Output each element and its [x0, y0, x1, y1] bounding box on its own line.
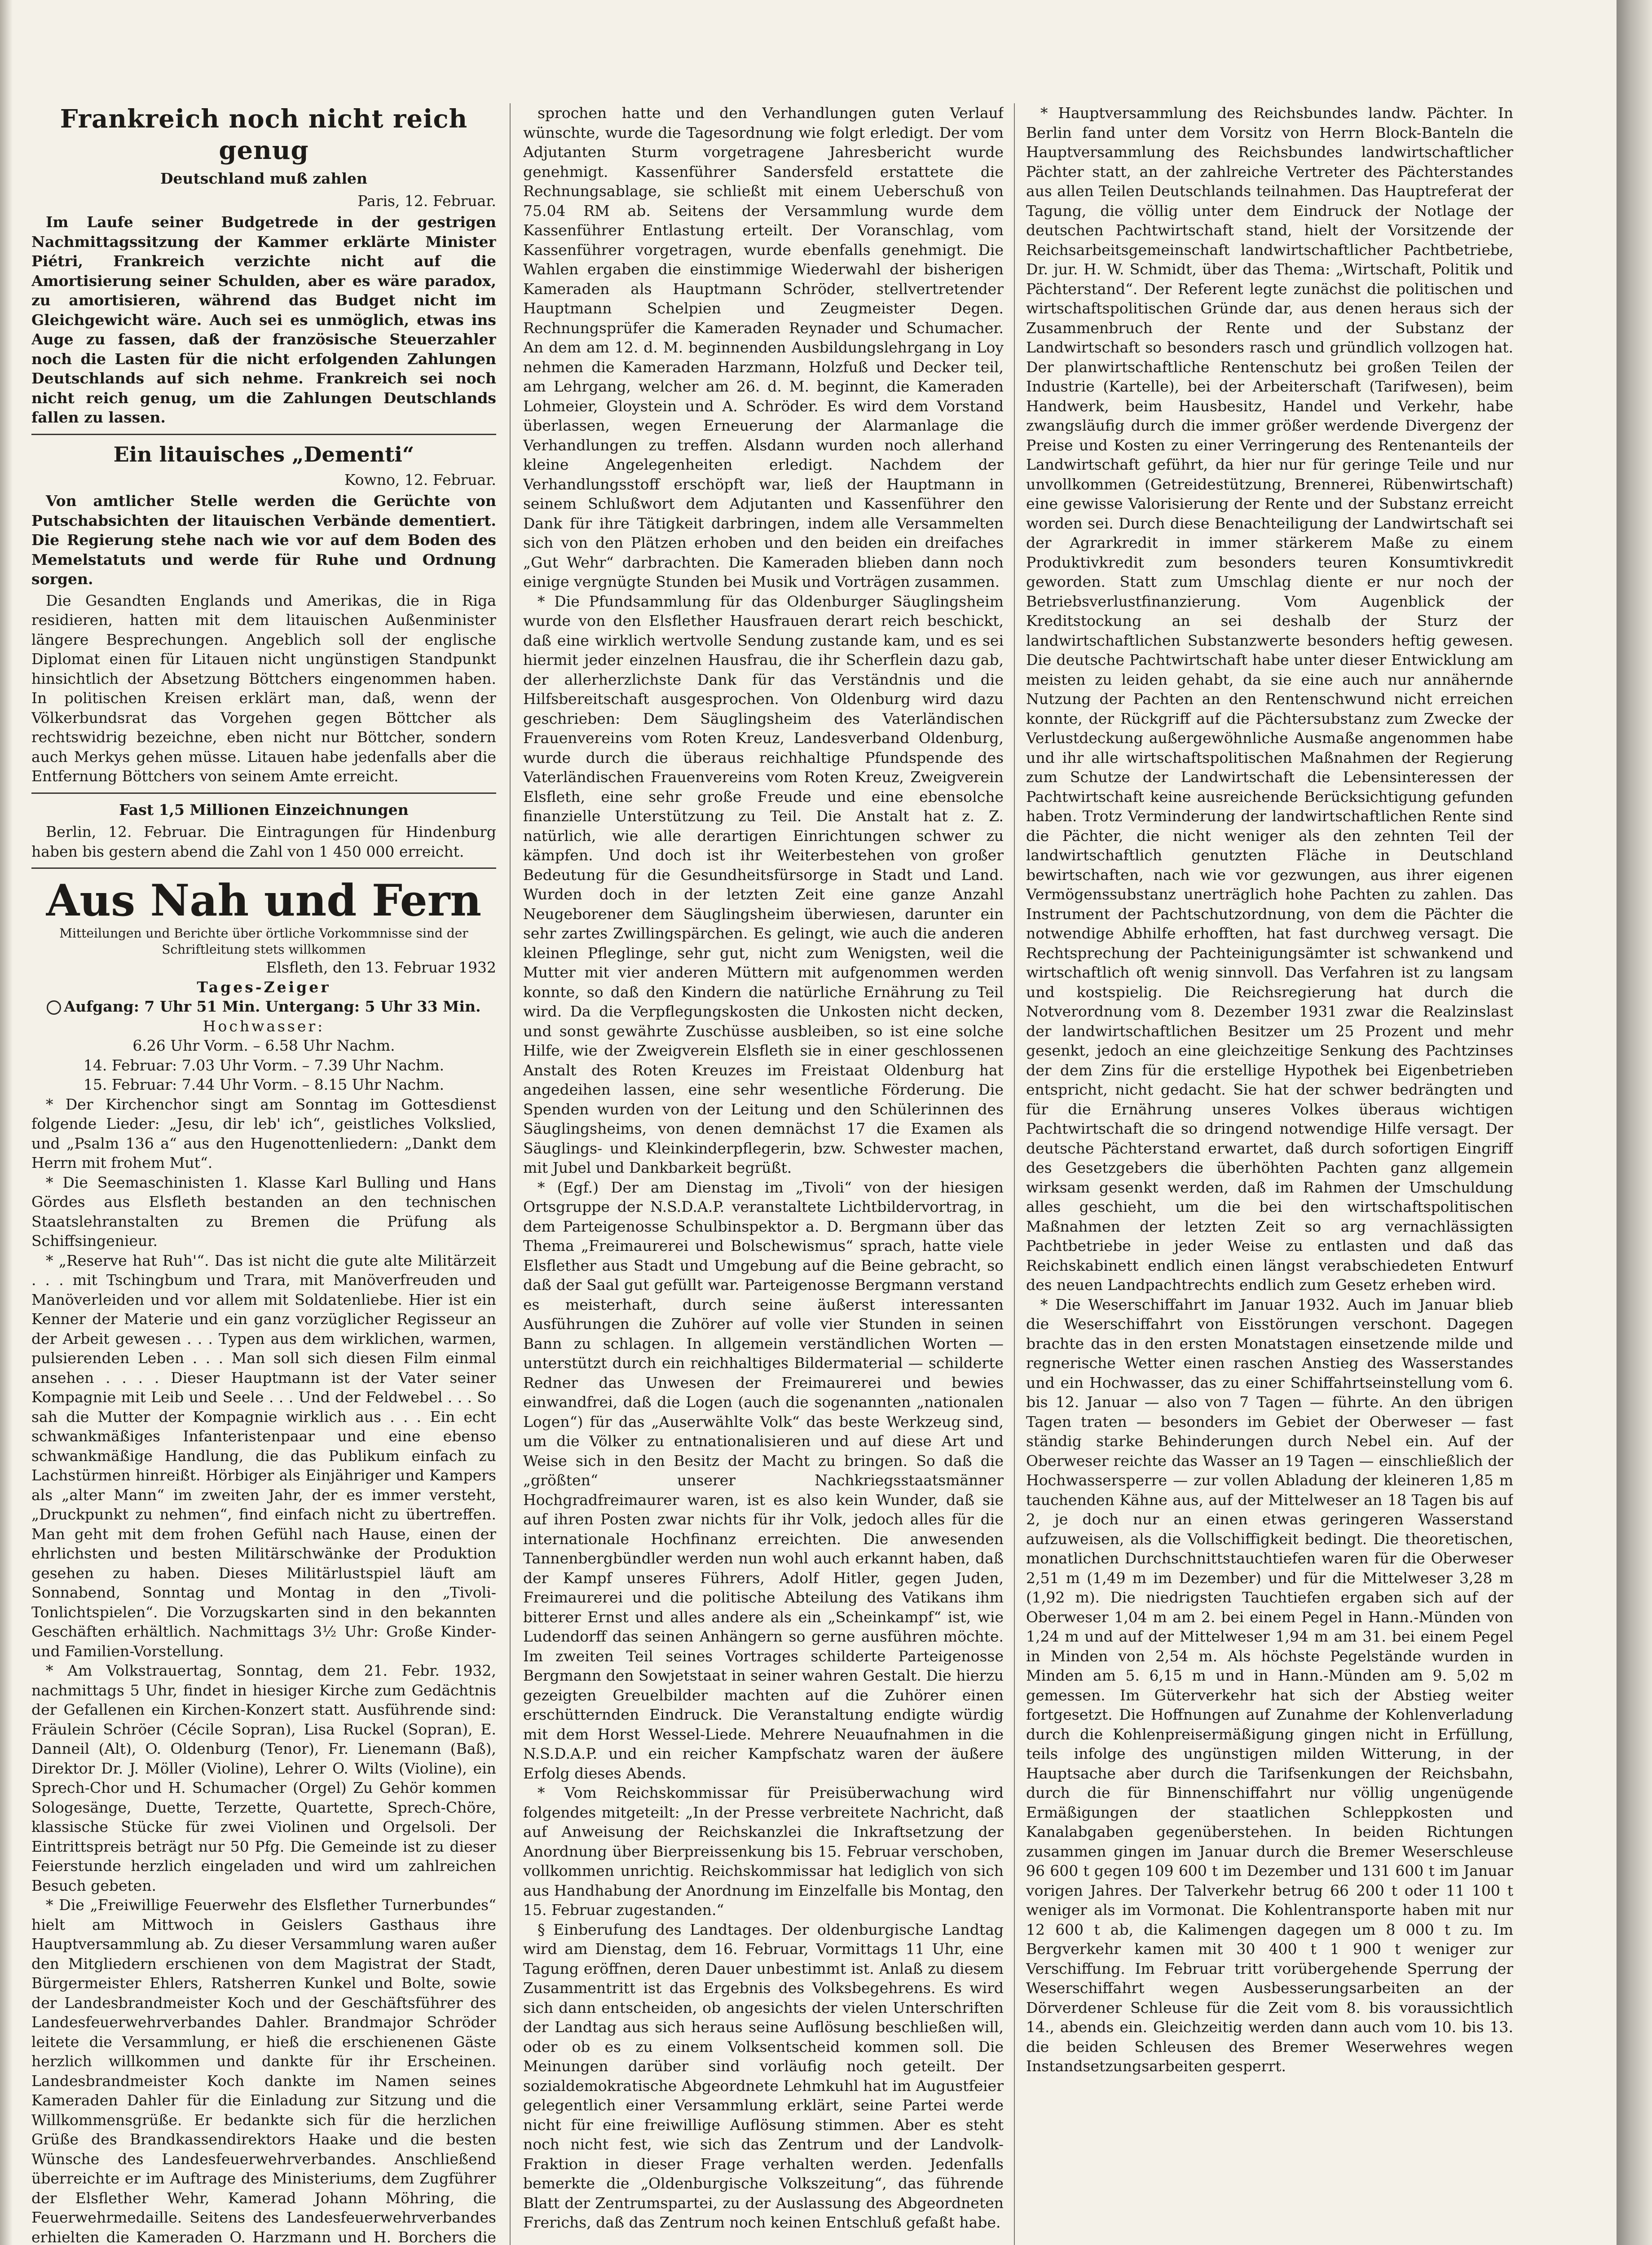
column-3	[1026, 103, 1513, 2245]
tides-header: Tages-Zeiger	[197, 978, 331, 996]
article-lead: Im Laufe seiner Budgetrede in der gestrigen Nachmittagssitzung der Kammer erklärte Minister Piétri, Frankreich verzichte nicht auf die Amortisierung seiner Schulden, aber es wäre paradox, zu amortisieren, während das Budget nicht im Gleichgewicht wäre. Auch sei es unmöglich, etwas ins Auge zu fassen, daß der französische Steuerzahler noch die Lasten für die nicht erfolgenden Zahlungen Deutschlands auf sich nehme. Frankreich sei noch nicht reich genug, um die Zahlungen Deutschlands fallen zu lassen.	[31, 213, 496, 426]
divider	[31, 867, 496, 869]
column-rule	[510, 103, 511, 2245]
article-body: Die Gesandten Englands und Amerikas, die in Riga residieren, hatten mit dem litauischen Außenminister längere Besprechungen. Angeblich soll der englische Diplomat einen für Litauen nicht ungünstigen Standpunkt hinsichtlich der Absetzung Böttchers eingenommen haben. In politischen Kreisen erklärt man, daß, wenn der Völkerbundsrat das Vorgehen gegen Böttcher als rechtswidrig bezeichne, eben nicht nur Böttcher, sondern auch Merkys gehen müsse. Litauen habe jedenfalls aber die Entfernung Böttchers von seinem Amte erreicht.	[31, 591, 496, 785]
news-item: * Der Kirchenchor singt am Sonntag im Gottesdienst folgende Lieder: „Jesu, dir leb' ich“, geistliches Volkslied, und „Psalm 136 a“ aus den Hugenottenliedern: „Dankt dem Herrn mit frohem Mut“.	[31, 1095, 496, 1171]
section-dateline: Elsfleth, den 13. Februar 1932	[266, 959, 496, 976]
news-item: * Die Weserschiffahrt im Januar 1932. Auch im Januar blieb die Weserschiffahrt von Eisstörungen verschont. Dagegen brachte das in den ersten Monatstagen einsetzende milde und regnerische Wetter einen raschen Anstieg des Wasserstandes und ein Hochwasser, das zu einer Schiffahrtseinstellung vom 6. bis 12. Januar — also von 7 Tagen — führte. An den übrigen Tagen traten — besonders im Gebiet der Oberweser — fast ständig starke Behinderungen durch Nebel ein. Auf der Oberweser reichte das Wasser an 19 Tagen — einschließlich der Hochwassersperre — zur vollen Abladung der kleineren 1,85 m tauchenden Kähne aus, auf der Mittelweser an 18 Tagen bis auf 2, je doch nur an einen etwas geringeren Wasserstand aufzuweisen, als die Vollschiffigkeit bedingt. Die theoretischen, monatlichen Durchschnittstauchtiefen waren für die Oberweser 2,51 m (1,49 m im Dezember) und für die Mittelweser 3,28 m (1,92 m). Die niedrigsten Tauchtiefen ergaben sich auf der Oberweser 1,04 m am 2. bei einem Pegel in Hann.-Münden von 1,24 m und auf der Mittelweser 1,94 m am 31. bei einem Pegel in Minden von 2,54 m. Als höchste Pegelstände wurden in Minden am 5. 6,15 m und in Hann.-Münden am 9. 5,02 m gemessen. Im Güterverkehr hat sich der Abstieg weiter fortgesetzt. Die Hoffnungen auf Zunahme der Kohlenverladung durch die Kohlenpreisermäßigung gingen nicht in Erfüllung, teils infolge des ungünstigen milden Witterung, in der Hauptsache aber durch die Tarifsenkungen der Reichsbahn, durch die für Binnenschiffahrt nur völlig ungenügende Ermäßigungen der staatlichen Schleppkosten und Kanalabgaben gegenüberstehen. In beiden Richtungen zusammen gingen im Januar durch die Bremer Weserschleuse 96 600 t gegen 109 600 t im Dezember und 131 600 t im Januar vorigen Jahres. Der Talverkehr betrug 66 200 t oder 11 100 t weniger als im Vormonat. Die Kohlentransporte haben mit nur 12 600 t ab, die Kalimengen dagegen um 8 000 t zu. Im Bergverkehr kamen mit 30 400 t 1 900 t weniger zur Verschiffung. Im Februar tritt vorübergehende Sperrung der Weserschiffahrt wegen Ausbesserungsarbeiten an der Dörverdener Schleuse für die Zeit vom 8. bis voraussichtlich 14., abends ein. Gleichzeitig werden dann auch vom 10. bis 13. die beiden Schleusen des Bremer Weserwehres wegen Instandsetzungsarbeiten gesperrt.	[1026, 1295, 1513, 2075]
article-body: Berlin, 12. Februar. Die Eintragungen für Hindenburg haben bis gestern abend die Zahl von 1 450 000 erreicht.	[31, 823, 496, 860]
news-item: * Hauptversammlung des Reichsbundes landw. Pächter. In Berlin fand unter dem Vorsitz von Herrn Block-Banteln die Hauptversammlung des Reichsbundes landwirtschaftlicher Pächter statt, an der zahlreiche Vertreter des Pächterstandes aus allen Teilen Deutschlands teilnahmen. Das Hauptreferat der Tagung, die völlig unter dem Eindruck der Notlage der deutschen Pachtwirtschaft stand, hielt der Vorsitzende der Reichsarbeitsgemeinschaft landwirtschaftlicher Pachtbetriebe, Dr. jur. H. W. Schmidt, über das Thema: „Wirtschaft, Politik und Pächterstand“. Der Referent legte zunächst die politischen und wirtschaftspolitischen Gründe dar, aus denen heraus sich der Zusammenbruch der Rente und der Substanz der Landwirtschaft so besonders rasch und gründlich vollzogen hat. Der planwirtschaftliche Rentenschutz bei großen Teilen der Industrie (Kartelle), bei der Arbeiterschaft (Tarifwesen), beim Handwerk, beim Hausbesitz, Handel und Verkehr, habe zwangsläufig durch die immer größer werdende Divergenz der Preise und Kosten zu einer Verringerung des Rentenanteils der Landwirtschaft geführt, da hier nur für geringe Teile und nur unvollkommen (Getreidestützung, Brennerei, Rübenwirtschaft) eine gewisse Valorisierung der Rente und der Substanz erreicht worden sei. Durch diese Benachteiligung der Landwirtschaft sei der Agrarkredit in immer stärkerem Maße zu einem Produktivkredit zum besonders teuren Konsumtivkredit geworden. Statt zum Umschlag diente er nur noch der Betriebsverlustfinanzierung. Vom Augenblick der Kreditstockung an sei deshalb der Sturz der landwirtschaftlichen Substanzwerte besonders heftig gewesen. Die deutsche Pachtwirtschaft habe unter dieser Entwicklung am meisten zu leiden gehabt, da sie eine auch nur annähernde Nutzung der Pachten an den Rentenschwund nicht erreichen konnte, der Rückgriff auf die Pächtersubstanz zum Zwecke der Verlustdeckung außergewöhnliche Ausmaße angenommen habe und ihr alle wirtschaftspolitischen Maßnahmen der Regierung zum Schutze der Landwirtschaft die Lebensinteressen der Pachtwirtschaft keine ausreichende Berücksichtigung gefunden haben. Trotz Verminderung der landwirtschaftlichen Rente sind die Pächter, die nicht weniger als den zehnten Teil der landwirtschaftlich genutzten Fläche in Deutschland bewirtschaften, nach wie vor gezwungen, aus ihrer eigenen Vermögenssubstanz unerträglich hohe Pachten zu zahlen. Das Instrument der Pachtschutzordnung, von dem die Pächter die notwendige Abhilfe erhofften, hat fast durchweg versagt. Die Rechtsprechung der Pachteinigungsämter ist schwankend und wirtschaftlich oft wenig sinnvoll. Das Verfahren ist zu langsam und kostspielig. Die Reichsregierung hat durch die Notverordnung vom 8. Dezember 1931 zwar die Realzinslast der landwirtschaftlichen Besitzer um 25 Prozent und mehr gesenkt, jedoch an eine gleichzeitige Senkung des Pachtzinses der dem Zins für die erstellige Hypothek bei Eigenbetrieben entspricht, nicht gedacht. Sie hat der schwer bedrängten und für die Ernährung unseres Volkes überaus wichtigen Pachtwirtschaft die so dringend notwendige Hilfe versagt. Der deutsche Pächterstand erwartet, daß durch sofortigen Eingriff des Gesetzgebers die überhöhten Pachten ganz allgemein wirksam gesenkt werden, daß im Rahmen der Umschuldung alles geschieht, um die bei den wirtschaftspolitischen Maßnahmen der letzten Zeit so arg vernachlässigten Pachtbetriebe in jeder Weise zu entlasten und daß das Reichskabinett endlich einen längst verabschiedeten Entwurf des neuen Landpachtrechts endlich zum Gesetz erheben wird.	[1026, 104, 1513, 1294]
article-lead: Von amtlicher Stelle werden die Gerüchte von Putschabsichten der litauischen Verbände dementiert. Die Regierung stehe nach wie vor auf dem Boden des Memelstatuts und werde für Ruhe und Ordnung sorgen.	[31, 492, 496, 588]
article-title-frankreich: Frankreich noch nicht reich genug	[60, 104, 468, 165]
binding-shadow	[0, 0, 13, 2245]
sun-icon	[47, 1000, 61, 1015]
news-item: * „Reserve hat Ruh'“. Das ist nicht die gute alte Militärzeit . . . mit Tschingbum und Trara, mit Manöverfreuden und Manöverleiden und vor allem mit Soldatenliebe. Hier ist ein Kenner der Materie und ein ganz vorzüglicher Regisseur an der Arbeit gewesen . . . Typen aus dem wirklichen, warmen, pulsierenden Leben . . . Man soll sich diesen Film einmal ansehen . . . . Dieser Hauptmann ist der Vater seiner Kompagnie mit Leib und Seele . . . Und der Feldwebel . . . So sah die Mutter der Kompagnie wirklich aus . . . Ein echt schwankmäßiges Infanteristenpaar und eine ebenso schwankmäßige Handlung, die das Publikum einfach zu Lachstürmen hinreißt. Hörbiger als Einjähriger und Kampers als „alter Mann“ im zweiten Jahr, der es immer versteht, „Druckpunkt zu nehmen“, find einfach nicht zu übertreffen. Man geht mit dem frohen Gefühl nach Hause, einen der ehrlichsten und besten Militärschwänke der Produktion gesehen zu haben. Dieses Militärlustspiel läuft am Sonnabend, Sonntag und Montag in den „Tivoli-Tonlichtspielen“. Die Vorzugskarten sind in den bekannten Geschäften erhältlich. Nachmittags 3½ Uhr: Große Kinder- und Familien-Vorstellung.	[31, 1251, 496, 1660]
column-rule	[1014, 103, 1015, 2245]
high-water-row: 6.26 Uhr Vorm. – 6.58 Uhr Nachm.	[132, 1037, 395, 1054]
news-item: * (Egf.) Der am Dienstag im „Tivoli“ von der hiesigen Ortsgruppe der N.S.D.A.P. veranstaltete Lichtbildervortrag, in dem Parteigenosse Schulbinspektor a. D. Bergmann über das Thema „Freimaurerei und Bolschewismus“ sprach, hatte viele Elsflether aus Stadt und Umgebung auf die Beine gebracht, so daß der Saal gut gefüllt war. Parteigenosse Bergmann verstand es meisterhaft, durch seine äußerst interessanten Ausführungen die Zuhörer auf volle vier Stunden in seinen Bann zu schlagen. In allgemein verständlichen Worten — unterstützt durch ein reichhaltiges Bildermaterial — schilderte Redner das Unwesen der Freimaurerei und bewies einwandfrei, daß die Logen (auch die sogenannten „nationalen Logen“) für das „Auserwählte Volk“ das beste Werkzeug sind, um die Völker zu entnationalisieren und auf diese Art und Weise sich in den Besitz der Macht zu bringen. So daß die „größten“ unserer Nachkriegsstaatsmänner Hochgradfreimaurer waren, ist es also kein Wunder, daß sie auf ihren Posten zwar nichts für ihr Volk, jedoch alles für die internationale Hochfinanz erreichten. Die anwesenden Tannenbergbündler werden nun wohl auch erkannt haben, daß der Kampf unseres Führers, Adolf Hitler, gegen Juden, Freimaurerei und die politische Abteilung des Vatikans ihm bitterer Ernst und alles andere als ein „Scheinkampf“ ist, wie Ludendorff das seinen Anhängern so gerne ausführen möchte. Im zweiten Teil seines Vortrages schilderte Parteigenosse Bergmann den Sowjetstaat in seiner wahren Gestalt. Die hierzu gezeigten Greuelbilder machten auf die Zuhörer einen erschütternden Eindruck. Die Veranstaltung endigte würdig mit dem Horst Wessel-Liede. Mehrere Neuaufnahmen in die N.S.D.A.P. und ein reicher Kampfschatz waren der äußere Erfolg dieses Abends.	[523, 1178, 1004, 1782]
news-item: § Einberufung des Landtages. Der oldenburgische Landtag wird am Dienstag, dem 16. Februar, Vormittags 11 Uhr, eine Tagung eröffnen, deren Dauer unbestimmt ist. Anlaß zu diesem Zusammentritt ist das Ergebnis des Volksbegehrens. Es wird sich dann entscheiden, ob angesichts der vielen Unterschriften der Landtag aus sich heraus seine Auflösung beschließen will, oder ob es zu einem Volksentscheid kommen soll. Die Meinungen darüber sind vorläufig noch geteilt. Der sozialdemokratische Abgeordnete Lehmkuhl hat im Augustfeier gelegentlich einer Versammlung erklärt, seine Partei werde nicht für eine freiwillige Auflösung stimmen. Aber es steht noch nicht fest, wie sich das Zentrum und der Landvolk-Fraktion in dieser Frage verhalten werden. Jedenfalls bemerkte die „Oldenburgische Volkszeitung“, das führende Blatt der Zentrumspartei, zu der Auslassung des Abgeordneten Frerichs, daß das Zentrum noch keinen Entschluß gefaßt habe.	[523, 1920, 1004, 2231]
high-water-table	[31, 1017, 496, 1095]
news-item: sprochen hatte und den Verhandlungen guten Verlauf wünschte, wurde die Tagesordnung wie folgt erledigt. Der vom Adjutanten Sturm vorgetragene Jahresbericht wurde genehmigt. Kassenführer Sandersfeld erstattete die Rechnungsablage, sie schließt mit einem Ueberschuß von 75.04 RM ab. Seitens der Versammlung wurde dem Kassenführer Entlastung erteilt. Der Voranschlag, vom Kassenführer vorgetragen, wurde ebenfalls genehmigt. Die Wahlen ergaben die einstimmige Wiederwahl der bisherigen Kameraden als Hauptmann Schröder, stellvertretender Hauptmann Schelpien und Zeugmeister Degen. Rechnungsprüfer die Kameraden Reynader und Schumacher. An dem am 12. d. M. beginnenden Ausbildungslehrgang in Loy nehmen die Kameraden Harzmann, Holzfuß und Decker teil, am Lehrgang, welcher am 26. d. M. beginnt, die Kameraden Lohmeier, Gloystein und A. Schröder. Es wird dem Vorstand überlassen, wegen Erneuerung der Alarmanlage die Verhandlungen zu treffen. Alsdann wurden noch allerhand kleine Angelegenheiten erledigt. Nachdem der Verhandlungsstoff erschöpft war, ließ der Hauptmann in seinem Schlußwort dem Adjutanten und Kassenführer den Dank für ihre Tätigkeit darbringen, indem alle Versammelten sich von den Plätzen erhoben und den beiden ein dreifaches „Gut Wehr“ darbrachten. Die Kameraden blieben dann noch einige vergnügte Stunden bei Musik und Vorträgen zusammen.	[523, 104, 1004, 590]
high-water-row: 15. Februar: 7.44 Uhr Vorm. – 8.15 Uhr Nachm.	[83, 1076, 445, 1093]
column-2	[523, 103, 1004, 2245]
sun-times: Aufgang: 7 Uhr 51 Min. Untergang: 5 Uhr 33 Min.	[31, 997, 496, 1017]
news-item: * Vom Reichskommissar für Preisüberwachung wird folgendes mitgeteilt: „In der Presse verbreitete Nachricht, daß auf Anweisung der Reichskanzlei die Inkraftsetzung der Anordnung über Bierpreissenkung bis 15. Februar verschoben, vollkommen unrichtig. Reichskommissar hat lediglich von sich aus Handhabung der Anordnung im Einzelfalle bis Montag, den 15. Februar zugestanden.“	[523, 1784, 1004, 1919]
high-water-header: Hochwasser:	[203, 1017, 325, 1035]
page-edge	[1617, 0, 1652, 2245]
news-item: * Am Volkstrauertag, Sonntag, dem 21. Febr. 1932, nachmittags 5 Uhr, findet in hiesiger Kirche zum Gedächtnis der Gefallenen ein Kirchen-Konzert statt. Ausführende sind: Fräulein Schröer (Cécile Sopran), Lisa Ruckel (Sopran), E. Danneil (Alt), O. Oldenburg (Tenor), Fr. Lienemann (Baß), Direktor Dr. J. Möller (Violine), Lehrer O. Wilts (Violine), ein Sprech-Chor und H. Schumacher (Orgel) Zu Gehör kommen Sologesänge, Duette, Terzette, Quartette, Sprech-Chöre, klassische Stücke für zwei Violinen und Orgelsoli. Der Eintrittspreis beträgt nur 50 Pfg. Die Gemeinde ist zu dieser Feierstunde herzlich eingeladen und wird um zahlreichen Besuch gebeten.	[31, 1662, 496, 1894]
news-item: * Die Pfundsammlung für das Oldenburger Säuglingsheim wurde von den Elsflether Hausfrauen derart reich beschickt, daß eine wirklich wertvolle Sendung zustande kam, und es sei hiermit jeder einzelnen Hausfrau, die ihr Scherflein dazu gab, der allerherzlichste Dank für das Verständnis und die Hilfsbereitschaft ausgesprochen. Von Oldenburg wird dazu geschrieben: Dem Säuglingsheim des Vaterländischen Frauenvereins vom Roten Kreuz, Landesverband Oldenburg, wurde durch die überaus reichhaltige Pfundspende des Vaterländischen Frauenvereins vom Roten Kreuz, Zweigverein Elsfleth, eine sehr große Freude und eine ebensolche finanzielle Unterstützung zu Teil. Die Anstalt hat z. Z. natürlich, wie alle derartigen Einrichtungen schwer zu kämpfen. Und doch ist ihr Weiterbestehen von großer Bedeutung für die Gesundheitsfürsorge in Stadt und Land. Wurden doch in der letzten Zeit eine ganze Anzahl Neugeborener dem Säuglingsheim überwiesen, darunter ein sehr zartes Zwillingspärchen. Es gelingt, wie auch die anderen kleinen Pfleglinge, sehr gut, nicht zum Wenigsten, weil die Mutter mit vier anderen Müttern mit aufgenommen werden konnte, so daß den Kindern die natürliche Ernährung zu Teil wird. Da die Verpflegungskosten die Unkosten nicht decken, und sonst gewährte Zuschüsse ausbleiben, so ist eine solche Hilfe, wie der Zweigverein Elsfleth sie in einer geschlossenen Anstalt des Roten Kreuzes im Freistaat Oldenburg hat angedeihen lassen, eine sehr wesentliche Förderung. Die Spenden wurden von der Leitung und den Schülerinnen des Säuglingsheims, von denen demnächst 17 die Examen als Säuglings- und Kleinkinderpflegerin, bzw. Schwester machen, mit Jubel und Dankbarkeit begrüßt.	[523, 592, 1004, 1176]
divider	[31, 792, 496, 794]
column-1	[31, 103, 496, 2245]
high-water-row: 14. Februar: 7.03 Uhr Vorm. – 7.39 Uhr Nachm.	[83, 1056, 445, 1074]
news-item: * Die Seemaschinisten 1. Klasse Karl Bulling und Hans Gördes aus Elsfleth bestanden an den technischen Staatslehranstalten zu Bremen die Prüfung als Schiffsingenieur.	[31, 1173, 496, 1250]
article-title-dementi: Ein litauisches „Dementi“	[113, 442, 414, 467]
dateline: Paris, 12. Februar.	[357, 192, 496, 210]
section-subtitle: Mitteilungen und Berichte über örtliche Vorkommnisse sind der Schriftleitung stets willkommen	[59, 926, 468, 957]
divider	[31, 434, 496, 435]
section-title: Aus Nah und Fern	[46, 875, 482, 926]
news-item: * Die „Freiwillige Feuerwehr des Elsflether Turnerbundes“ hielt am Mittwoch in Geislers Gasthaus ihre Hauptversammlung ab. Zu dieser Versammlung waren außer den Mitgliedern erschienen von dem Magistrat der Stadt, Bürgermeister Ehlers, Ratsherren Kunkel und Bolte, sowie der Landesbrandmeister Koch und der Geschäftsführer des Landesfeuerwehrverbandes Dahler. Brandmajor Schröder leitete die Versammlung, er hieß die erschienenen Gäste herzlich willkommen und dankte für ihr Erscheinen. Landesbrandmeister Koch dankte im Namen seines Kameraden Dahler für die Einladung zur Sitzung und die Willkommensgrüße. Er bedankte sich für die herzlichen Grüße des Brandkassendirektors Haake und die besten Wünsche des Landesfeuerwehrverbandes. Anschließend überreichte er im Auftrage des Ministeriums, dem Zugführer der Elsflether Wehr, Kamerad Johann Möhring, die Feuerwehrmedaille. Seitens des Landesfeuerwehrverbandes erhielten die Kameraden O. Harzmann und H. Borchers die	[31, 1896, 496, 2245]
article-title-hindenburg: Fast 1,5 Millionen Einzeichnungen	[119, 801, 409, 819]
article-subtitle: Deutschland muß zahlen	[160, 170, 368, 187]
dateline: Kowno, 12. Februar.	[344, 471, 496, 489]
